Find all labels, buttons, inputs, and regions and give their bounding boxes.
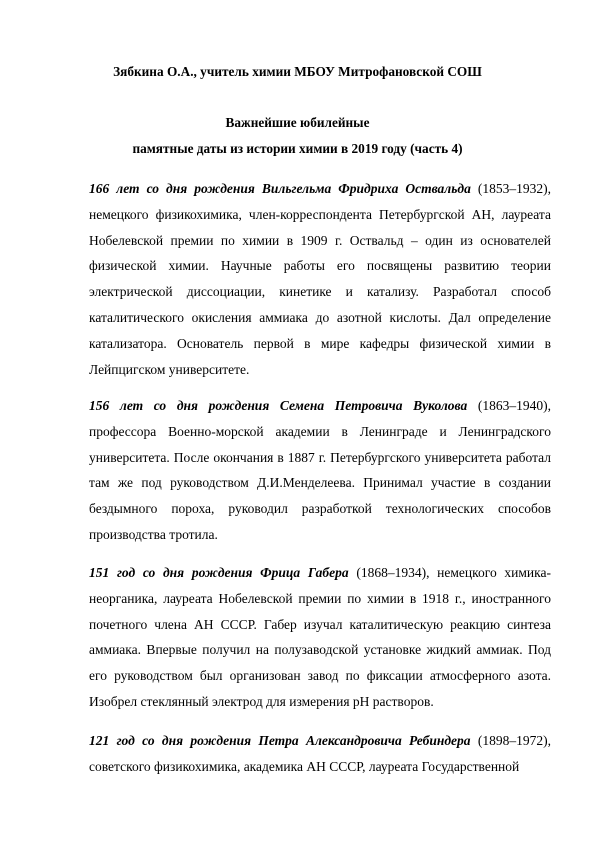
document-title-line-2: памятные даты из истории химии в 2019 году (часть 4) bbox=[132, 141, 463, 156]
entry-lead: 166 лет со дня рождения Вильгельма Фридриха Оствальда bbox=[89, 181, 471, 196]
entry-text: (1863–1940), профессора Военно-морской академии в Ленинграде и Ленинградского университета. После окончания в 1887 г. Петербургского университета работал там же под руководством Д.И.Менделеева. Принимал участие в создании бездымного пороха, руководил разработкой технологических способов производства тротила. bbox=[89, 398, 551, 542]
anniversary-entry-vukolov bbox=[89, 393, 551, 548]
entry-lead: 121 год со дня рождения Петра Александровича Ребиндера bbox=[89, 733, 471, 748]
author-line: Зябкина О.А., учитель химии МБОУ Митрофановской СОШ bbox=[113, 64, 482, 79]
anniversary-entry-rebinder bbox=[89, 728, 551, 780]
entry-lead: 151 год со дня рождения Фрица Габера bbox=[89, 565, 349, 580]
entry-lead: 156 лет со дня рождения Семена Петровича Вуколова bbox=[89, 398, 468, 413]
entry-text: (1868–1934), немецкого химика-неорганика, лауреата Нобелевской премии по химии в 1918 г., иностранного почетного члена АН СССР. Габер изучал каталитическую реакцию синтеза аммиака. Впервые получил на полузаводской установке жидкий аммиак. Под его руководством был организован завод по фиксации атмосферного азота. Изобрел стеклянный электрод для измерения pH растворов. bbox=[89, 565, 551, 709]
document-title-line-1: Важнейшие юбилейные bbox=[225, 115, 370, 130]
entry-text: (1898–1972), советского физикохимика, академика АН СССР, лауреата Государственной bbox=[89, 733, 551, 774]
entry-text: (1853–1932), немецкого физикохимика, член-корреспондента Петербургской АН, лауреата Нобелевской премии по химии в 1909 г. Оствальд – один из основателей физической химии. Научные работы его посвящены развитию теории электрической диссоциации, кинетике и катализу. Разработал способ каталитического окисления аммиака до азотной кислоты. Дал определение катализатора. Основатель первой в мире кафедры физической химии в Лейпцигском университете. bbox=[89, 181, 552, 377]
anniversary-entry-ostwald bbox=[89, 176, 551, 382]
anniversary-entry-haber bbox=[89, 560, 551, 715]
